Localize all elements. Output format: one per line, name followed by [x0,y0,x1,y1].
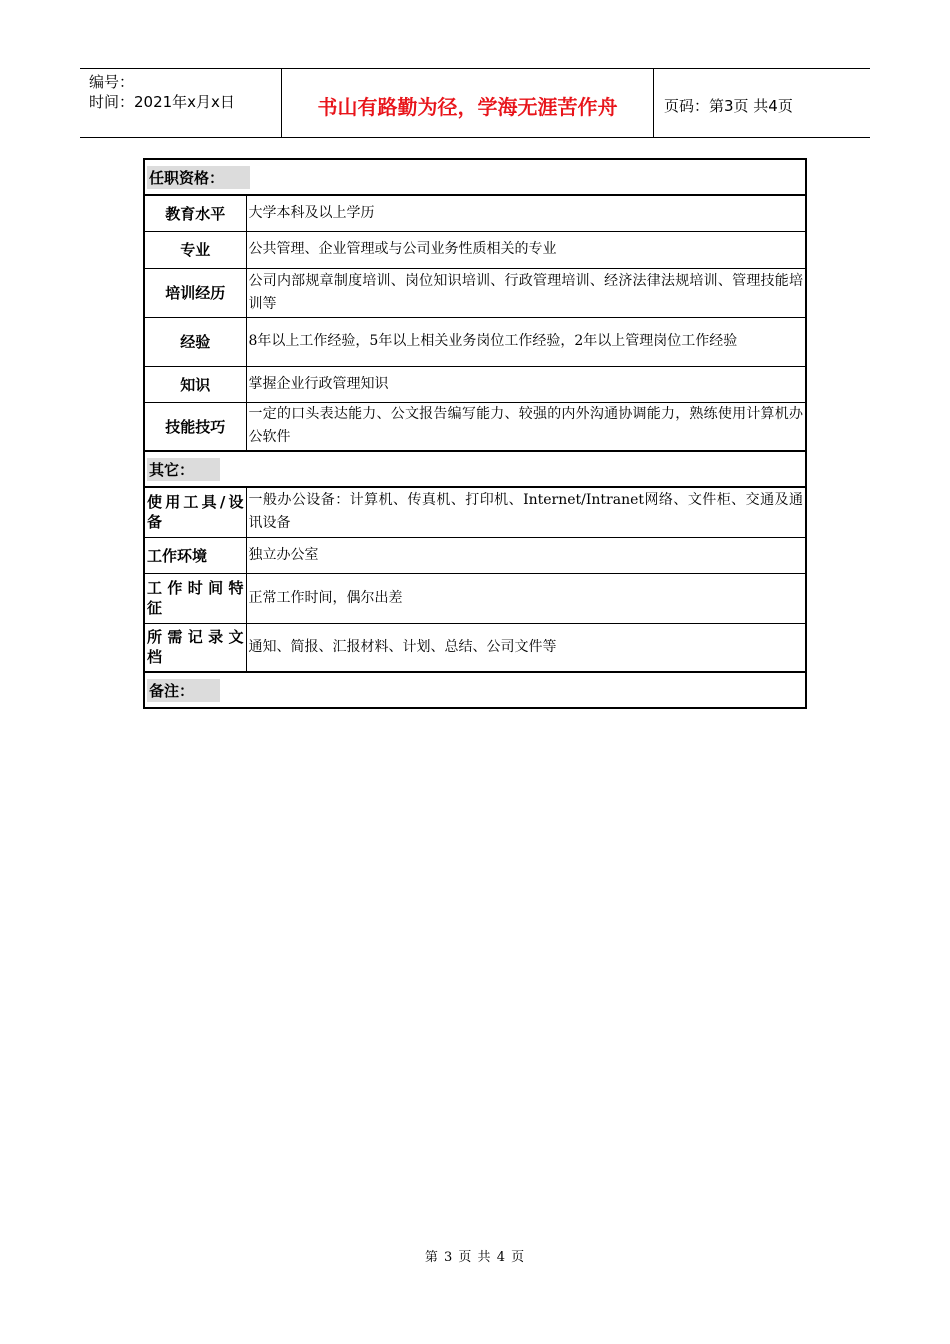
row-value: 掌握企业行政管理知识 [246,366,806,402]
table-row [144,402,806,451]
row-value: 公司内部规章制度培训、岗位知识培训、行政管理培训、经济法律法规培训、管理技能培训等 [246,268,806,317]
section-title-qualifications: 任职资格： [147,166,250,189]
row-value: 正常工作时间，偶尔出差 [246,573,806,623]
row-label-line2: 备 [147,513,163,532]
row-label: 工作环境 [144,537,246,573]
row-value: 一般办公设备：计算机、传真机、打印机、Internet/Intranet网络、文件柜、交通及通讯设备 [246,487,806,537]
page-footer: 第 3 页 共 4 页 [424,1250,526,1265]
number-label: 编号： [89,73,135,91]
row-value: 独立办公室 [246,537,806,573]
row-label: 经验 [144,317,246,366]
qualifications-section-row [144,159,806,195]
header-meta [80,69,282,137]
time-label: 时间：2021年x月x日 [89,93,235,111]
other-section-row [144,451,806,487]
table-row [144,268,806,317]
table-row [144,317,806,366]
remarks-section-row [144,672,806,708]
row-label-line1: 所需记录文 [147,628,244,647]
section-title-remarks: 备注： [147,679,220,702]
document-header [80,68,870,138]
table-row [144,487,806,537]
row-label: 技能技巧 [144,402,246,451]
row-value: 通知、简报、汇报材料、计划、总结、公司文件等 [246,623,806,672]
table-row [144,573,806,623]
table-row [144,366,806,402]
section-title-other: 其它： [147,458,220,481]
job-qualification-table [143,158,807,709]
row-label: 教育水平 [144,195,246,231]
row-label-line2: 征 [147,599,163,617]
row-label [144,623,246,672]
row-value: 一定的口头表达能力、公文报告编写能力、较强的内外沟通协调能力，熟练使用计算机办公软件 [246,402,806,451]
row-label: 知识 [144,366,246,402]
row-label-line1: 使用工具/设 [147,493,244,512]
row-label: 专业 [144,231,246,268]
page-info: 页码：第3页 共4页 [664,96,793,115]
table-row [144,195,806,231]
row-label-line2: 档 [147,648,163,667]
row-label [144,487,246,537]
row-label: 培训经历 [144,268,246,317]
table-row [144,537,806,573]
row-label [144,573,246,623]
motto-text: 书山有路勤为径，学海无涯苦作舟 [282,69,654,137]
row-value: 大学本科及以上学历 [246,195,806,231]
row-value: 公共管理、企业管理或与公司业务性质相关的专业 [246,231,806,268]
table-row [144,623,806,672]
row-value: 8年以上工作经验，5年以上相关业务岗位工作经验，2年以上管理岗位工作经验 [246,317,806,366]
table-row [144,231,806,268]
row-label-line1: 工作时间特 [147,579,244,597]
